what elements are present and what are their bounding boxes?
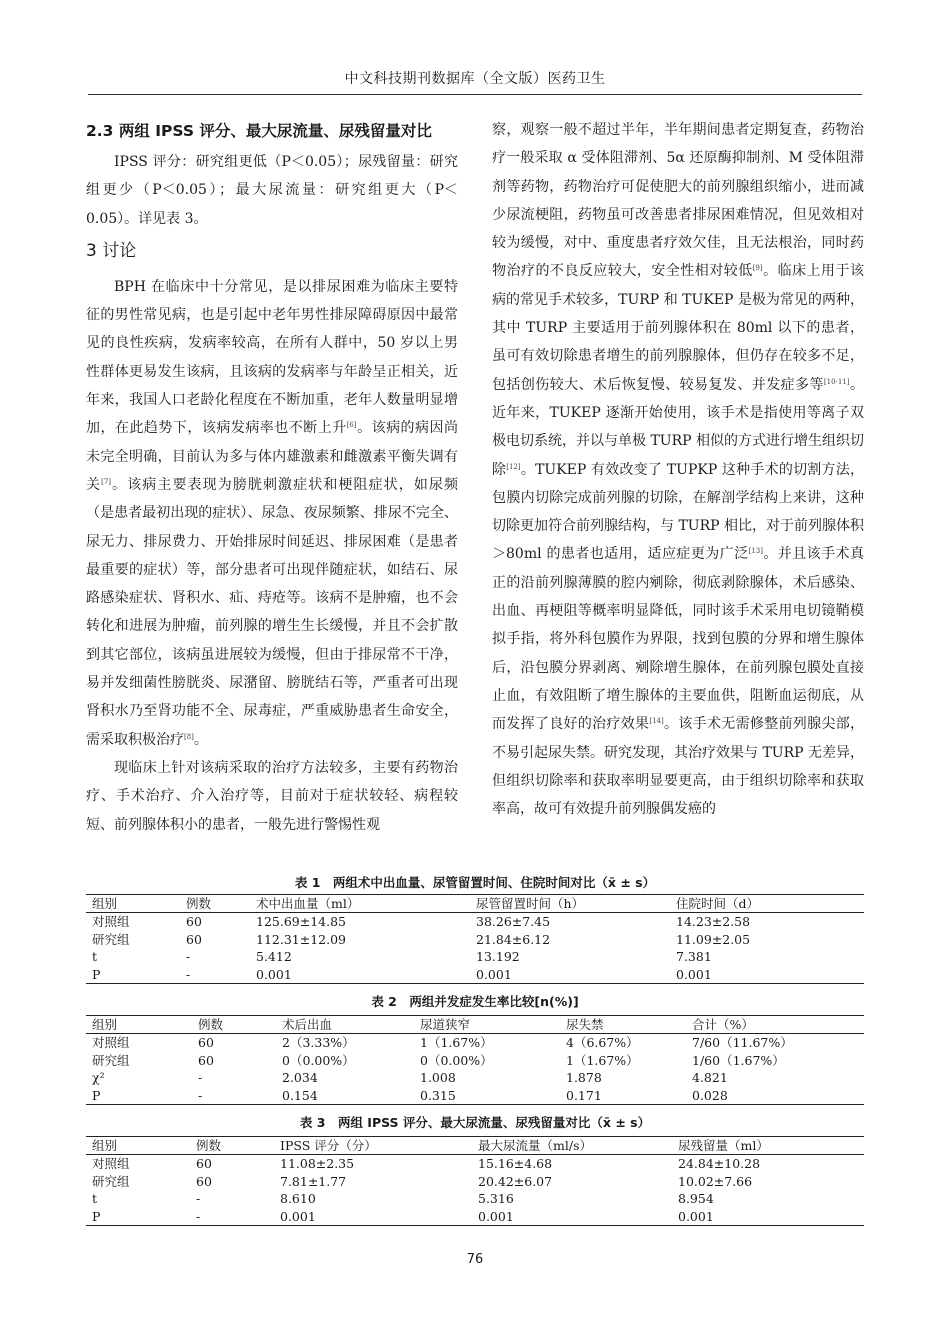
text-run: 。近年来，TUKEP 逐渐开始使用，该手术是指使用等离子双极电切系统，并以与单极 TURP 相似的方式进行增生组织切除: [492, 376, 865, 478]
table-row: [86, 1190, 864, 1207]
table-row: [86, 1087, 864, 1105]
text-run: 。: [193, 731, 208, 748]
table-cell: 60: [198, 1052, 214, 1068]
table-header-cell: 例数: [190, 1137, 274, 1155]
table-cell: 1（1.67%）: [566, 1052, 639, 1068]
table-cell: 0.315: [414, 1087, 560, 1105]
table-header-cell: 组别: [86, 1137, 190, 1155]
table-cell: 21.84±6.12: [476, 931, 551, 947]
text-run: 。该手术无需修整前列腺尖部，不易引起尿失禁。研究发现，其治疗效果与 TURP 无差异，但组织切除率和获取率明显要更高，由于组织切除率和获取率高，故可有效提升前列腺偶发癌的: [492, 716, 865, 818]
table-cell: 11.09±2.05: [676, 931, 751, 947]
table-2-title: 表 2 两组并发症发生率比较[n(%)]: [371, 994, 579, 1009]
citation[interactable]: [13]: [748, 547, 763, 556]
table-row: [86, 1034, 864, 1052]
discussion-paragraph-3: [492, 116, 864, 823]
table-cell: -: [180, 966, 250, 984]
table-header-cell: 尿道狭窄: [414, 1016, 560, 1034]
running-header: 中文科技期刊数据库（全文版）医药卫生: [88, 66, 862, 95]
table-cell: t: [92, 1191, 98, 1207]
table-header-cell: 合计（%）: [686, 1016, 864, 1034]
table-cell: P: [86, 966, 180, 984]
table-cell: -: [192, 1087, 276, 1105]
table-row: [86, 1208, 864, 1226]
table-header-cell: 尿管留置时间（h）: [470, 895, 670, 913]
text-run: 。临床上用于该病的常见手术较多，TURP 和 TUKEP 是极为常见的两种，其中 TURP 主要适用于前列腺体积在 80ml 以下的患者，虽可有效切除患者增生的前列腺腺体，但仍存在较多不足，包括创伤较大、术后恢复慢、较易复发、并发症多等: [492, 263, 865, 393]
text-run: 。并且该手术真正的沿前列腺薄膜的腔内剜除，彻底剥除腺体，术后感染、出血、再梗阻等概率明显降低，同时该手术采用电切镜鞘模拟手指，将外科包膜作为界限，找到包膜的分界和增生腺体后，沿包膜分界剥离、剜除增生腺体，在前列腺包膜处直接止血，有效阻断了增生腺体的主要血供，阻断血运彻底，从而发挥了良好的治疗效果: [492, 546, 864, 733]
citation[interactable]: [10-11]: [823, 377, 850, 386]
table-cell: 研究组: [92, 1173, 130, 1189]
table-row: [86, 1069, 864, 1086]
left-column: [86, 116, 458, 839]
table-cell: 60: [196, 1156, 212, 1172]
table-2: [86, 1015, 864, 1105]
table-cell: P: [86, 1208, 190, 1226]
citation[interactable]: [12]: [506, 462, 521, 471]
table-cell: 8.610: [280, 1191, 316, 1207]
table-header-cell: 例数: [180, 895, 250, 913]
table-row: [86, 1052, 864, 1069]
table-cell: 60: [196, 1173, 212, 1189]
table-cell: 2.034: [282, 1070, 318, 1086]
table-cell: 4（6.67%）: [566, 1035, 639, 1051]
citation[interactable]: [7]: [101, 477, 112, 486]
table-cell: 5.412: [256, 949, 292, 965]
table-cell: 60: [186, 914, 202, 930]
text-run: 。该病主要表现为膀胱刺激症状和梗阻症状，如尿频（是患者最初出现的症状）、尿急、夜尿频繁、排尿不完全、尿无力、排尿费力、开始排尿时间延迟、排尿困难（是患者最重要的症状）等，部分患者可出现伴随症状，如结石、尿路感染症状、肾积水、疝、痔疮等。该病不是肿瘤，也不会转化和进展为肿瘤，前列腺的增生生长缓慢，并且不会扩散到其它部位，该病虽进展较为缓慢，但由于排尿常不干净，易并发细菌性膀胱炎、尿潴留、膀胱结石等，严重者可出现肾积水乃至肾功能不全、尿毒症，严重威胁患者生命安全，需采取积极治疗: [86, 476, 459, 748]
table-header-cell: 最大尿流量（ml/s）: [472, 1137, 672, 1155]
table-cell: 0.001: [472, 1208, 672, 1226]
table-cell: 0.028: [686, 1087, 864, 1105]
table-header-cell: 术中出血量（ml）: [250, 895, 470, 913]
table-cell: 7.81±1.77: [280, 1173, 347, 1189]
table-cell: 24.84±10.28: [678, 1156, 761, 1172]
table-cell: 2（3.33%）: [282, 1035, 355, 1051]
table-1-title: 表 1 两组术中出血量、尿管留置时间、住院时间对比（x̄ ± s）: [294, 875, 656, 890]
table-row: [86, 1155, 864, 1173]
table-cell: 0.001: [250, 966, 470, 984]
text-run: 。TUKEP 有效改变了 TUPKP 这种手术的切割方法，包膜内切除完成前列腺的切除，在解剖学结构上来讲，这种切除更加符合前列腺结构，与 TURP 相比，对于前列腺体积＞80ml 的患者也适用，适应症更为广泛: [492, 461, 864, 563]
table-cell: 38.26±7.45: [476, 914, 551, 930]
table-cell: t: [92, 949, 98, 965]
table-1: [86, 894, 864, 984]
table-cell: 20.42±6.07: [478, 1173, 553, 1189]
table-header-row: [86, 1016, 864, 1034]
table-cell: P: [86, 1087, 192, 1105]
citation[interactable]: [14]: [649, 717, 664, 726]
table-header-row: [86, 895, 864, 913]
table-3: [86, 1136, 864, 1226]
table-cell: 5.316: [478, 1191, 514, 1207]
table-cell: 11.08±2.35: [280, 1156, 355, 1172]
citation[interactable]: [6]: [346, 421, 357, 430]
table-cell: -: [198, 1070, 203, 1086]
table-cell: 0.001: [670, 966, 864, 984]
table-header-cell: IPSS 评分（分）: [274, 1137, 472, 1155]
table-cell: 研究组: [92, 931, 130, 947]
table-cell: 7/60（11.67%）: [692, 1035, 793, 1051]
table-cell: 60: [198, 1035, 214, 1051]
table-cell: 7.381: [676, 949, 712, 965]
table-cell: 4.821: [692, 1070, 728, 1086]
citation[interactable]: [9]: [752, 264, 763, 273]
table-row: [86, 948, 864, 965]
table-cell: 对照组: [92, 1156, 130, 1172]
table-header-row: [86, 1137, 864, 1155]
table-cell: 0.001: [470, 966, 670, 984]
table-cell: 对照组: [92, 1035, 130, 1051]
table-cell: 1（1.67%）: [420, 1035, 493, 1051]
right-column: [492, 116, 864, 823]
table-row: [86, 913, 864, 931]
table-cell: 10.02±7.66: [678, 1173, 753, 1189]
table-cell: 研究组: [92, 1052, 130, 1068]
table-header-cell: 组别: [86, 895, 180, 913]
table-row: [86, 931, 864, 948]
table-cell: 1.878: [566, 1070, 602, 1086]
text-run: 察，观察一般不超过半年，半年期间患者定期复查，药物治疗一般采取 α 受体阻滞剂、5α 还原酶抑制剂、M 受体阻滞剂等药物，药物治疗可促使肥大的前列腺组织缩小，进而减少尿流梗阻，药物虽可改善患者排尿困难情况，但见效相对较为缓慢，对中、重度患者疗效欠佳，且无法根治，同时药物治疗的不良反应较大，安全性相对较低: [492, 122, 864, 280]
table-cell: 1/60（1.67%）: [692, 1052, 785, 1068]
table-header-cell: 组别: [86, 1016, 192, 1034]
table-cell: χ²: [92, 1070, 105, 1086]
table-cell: 14.23±2.58: [676, 914, 751, 930]
text-run: BPH 在临床中十分常见，是以排尿困难为临床主要特征的男性常见病，也是引起中老年男性排尿障碍原因中最常见的良性疾病，发病率较高，在所有人群中，50 岁以上男性群体更易发生该病，且该病的发病率与年龄呈正相关，近年来，我国人口老龄化程度在不断加重，老年人数量明显增加，在此趋势下，该病发病率也不断上升: [86, 278, 458, 437]
table-cell: 1.008: [420, 1070, 456, 1086]
table-cell: 8.954: [678, 1191, 714, 1207]
table-cell: -: [190, 1208, 274, 1226]
table-header-cell: 术后出血: [276, 1016, 414, 1034]
table-cell: 0（0.00%）: [420, 1052, 493, 1068]
table-cell: 0.171: [560, 1087, 686, 1105]
table-cell: -: [196, 1191, 201, 1207]
section-2-3-heading: 2.3 两组 IPSS 评分、最大尿流量、尿残留量对比: [86, 122, 432, 140]
section-3-heading: 3 讨论: [86, 240, 137, 261]
table-header-cell: 住院时间（d）: [670, 895, 864, 913]
table-header-cell: 尿失禁: [560, 1016, 686, 1034]
table-header-cell: 尿残留量（ml）: [672, 1137, 864, 1155]
table-cell: 112.31±12.09: [256, 931, 346, 947]
table-cell: 13.192: [476, 949, 520, 965]
table-cell: 0（0.00%）: [282, 1052, 355, 1068]
section-2-3-paragraph: IPSS 评分：研究组更低（P＜0.05）；尿残留量：研究组更少（P＜0.05）；最大尿流量：研究组更大（P＜0.05）。详见表 3。: [86, 154, 458, 227]
table-cell: -: [186, 949, 191, 965]
discussion-paragraph-2: 现临床上针对该病采取的治疗方法较多，主要有药物治疗、手术治疗、介入治疗等，目前对于症状较轻、病程较短、前列腺体积小的患者，一般先进行警惕性观: [86, 759, 458, 833]
table-header-cell: 例数: [192, 1016, 276, 1034]
table-cell: 0.001: [274, 1208, 472, 1226]
table-cell: 15.16±4.68: [478, 1156, 553, 1172]
table-row: [86, 966, 864, 984]
table-cell: 0.001: [672, 1208, 864, 1226]
table-row: [86, 1173, 864, 1190]
table-cell: 0.154: [276, 1087, 414, 1105]
citation[interactable]: [8]: [184, 732, 194, 741]
table-cell: 125.69±14.85: [256, 914, 346, 930]
table-cell: 对照组: [92, 914, 130, 930]
table-3-title: 表 3 两组 IPSS 评分、最大尿流量、尿残留量对比（x̄ ± s）: [299, 1115, 651, 1130]
text-run: 。该病的病因尚未完全明确，目前认为多与体内雄激素和雌激素平衡失调有关: [86, 420, 459, 493]
table-cell: 60: [186, 931, 202, 947]
page-number: 76: [466, 1252, 484, 1267]
discussion-paragraph-1: [86, 273, 458, 754]
